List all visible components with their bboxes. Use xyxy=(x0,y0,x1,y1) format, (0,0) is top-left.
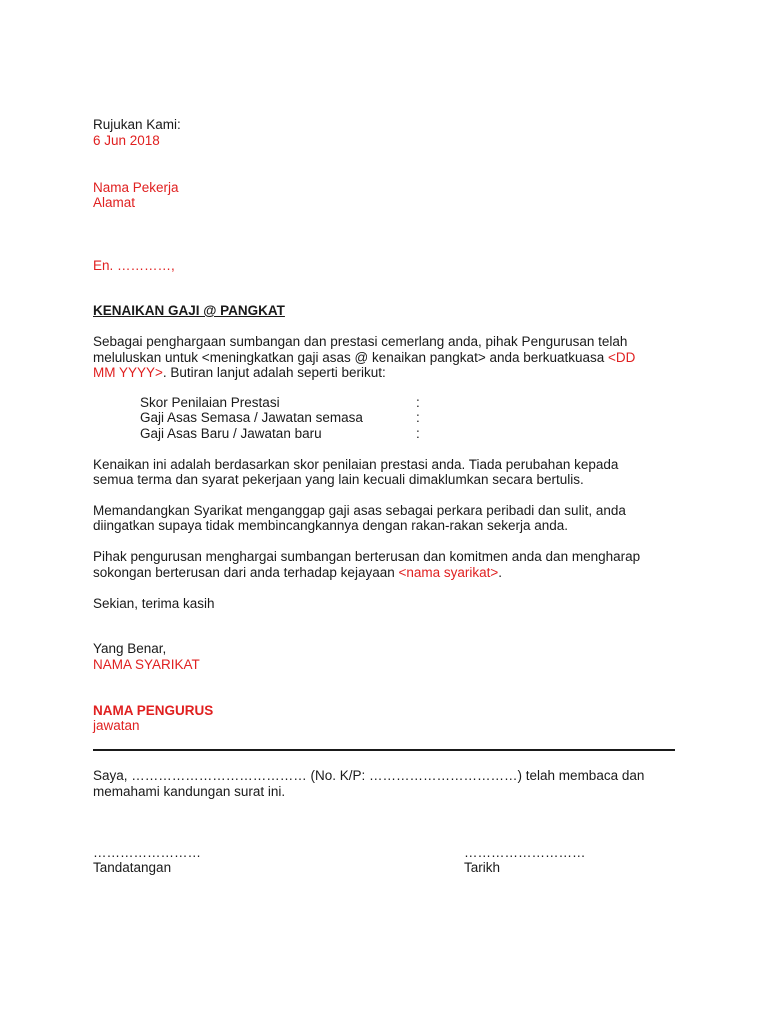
letter-subject: KENAIKAN GAJI @ PANGKAT xyxy=(93,303,285,318)
manager-position: jawatan xyxy=(93,718,140,733)
paragraph-4-line-1: Pihak pengurusan menghargai sumbangan berterusan dan komitmen anda dan mengharap xyxy=(93,549,641,564)
employee-address: Alamat xyxy=(93,195,136,210)
paragraph-3-line-1: Memandangkan Syarikat menganggap gaji asas sebagai perkara peribadi dan sulit, anda xyxy=(93,503,626,518)
effective-date-placeholder-start: <DD xyxy=(608,350,636,365)
detail-label: Skor Penilaian Prestasi xyxy=(140,395,280,410)
reference-label: Rujukan Kami: xyxy=(93,117,181,132)
paragraph-1-line-2 xyxy=(93,350,635,366)
acknowledgement-line-2: memahami kandungan surat ini. xyxy=(93,784,286,799)
company-name: NAMA SYARIKAT xyxy=(93,657,200,672)
detail-colon: : xyxy=(416,426,420,441)
paragraph-1-line-3 xyxy=(93,365,386,381)
paragraph-4-period: . xyxy=(498,565,503,580)
signature-label: Tandatangan xyxy=(93,860,172,875)
effective-date-placeholder-end: MM YYYY> xyxy=(93,365,163,380)
paragraph-1-line-3-text: . Butiran lanjut adalah seperti berikut: xyxy=(162,365,386,380)
paragraph-4-line-2 xyxy=(93,565,502,581)
paragraph-2-line-1: Kenaikan ini adalah berdasarkan skor penilaian prestasi anda. Tiada perubahan kepada xyxy=(93,457,619,472)
paragraph-1-line-1: Sebagai penghargaan sumbangan dan prestasi cemerlang anda, pihak Pengurusan telah xyxy=(93,334,628,349)
divider xyxy=(93,749,675,751)
salutation: En. …………, xyxy=(93,258,175,273)
acknowledgement-line-1: Saya, ………………………………… (No. K/P: ……………………………) telah membaca dan xyxy=(93,768,645,783)
letter-date: 6 Jun 2018 xyxy=(93,133,160,148)
paragraph-2-line-2: semua terma dan syarat pekerjaan yang lain kecuali dimaklumkan secara bertulis. xyxy=(93,472,584,487)
manager-name: NAMA PENGURUS xyxy=(93,703,214,718)
detail-label: Gaji Asas Semasa / Jawatan semasa xyxy=(140,410,363,425)
closing-thanks: Sekian, terima kasih xyxy=(93,596,215,611)
paragraph-3-line-2: diingatkan supaya tidak membincangkannya dengan rakan-rakan sekerja anda. xyxy=(93,518,569,533)
detail-label: Gaji Asas Baru / Jawatan baru xyxy=(140,426,322,441)
signature-dots: …………………… xyxy=(93,845,201,860)
company-name-placeholder: <nama syarikat> xyxy=(398,565,499,580)
closing-yours: Yang Benar, xyxy=(93,641,167,656)
detail-colon: : xyxy=(416,410,420,425)
paragraph-1-line-2-text: meluluskan untuk <meningkatkan gaji asas @ kenaikan pangkat> anda berkuatkuasa xyxy=(93,350,609,365)
date-label: Tarikh xyxy=(464,860,501,875)
detail-colon: : xyxy=(416,395,420,410)
date-dots: ……………………… xyxy=(464,845,586,860)
employee-name: Nama Pekerja xyxy=(93,180,179,195)
paragraph-4-line-2-text: sokongan berterusan dari anda terhadap kejayaan xyxy=(93,565,399,580)
